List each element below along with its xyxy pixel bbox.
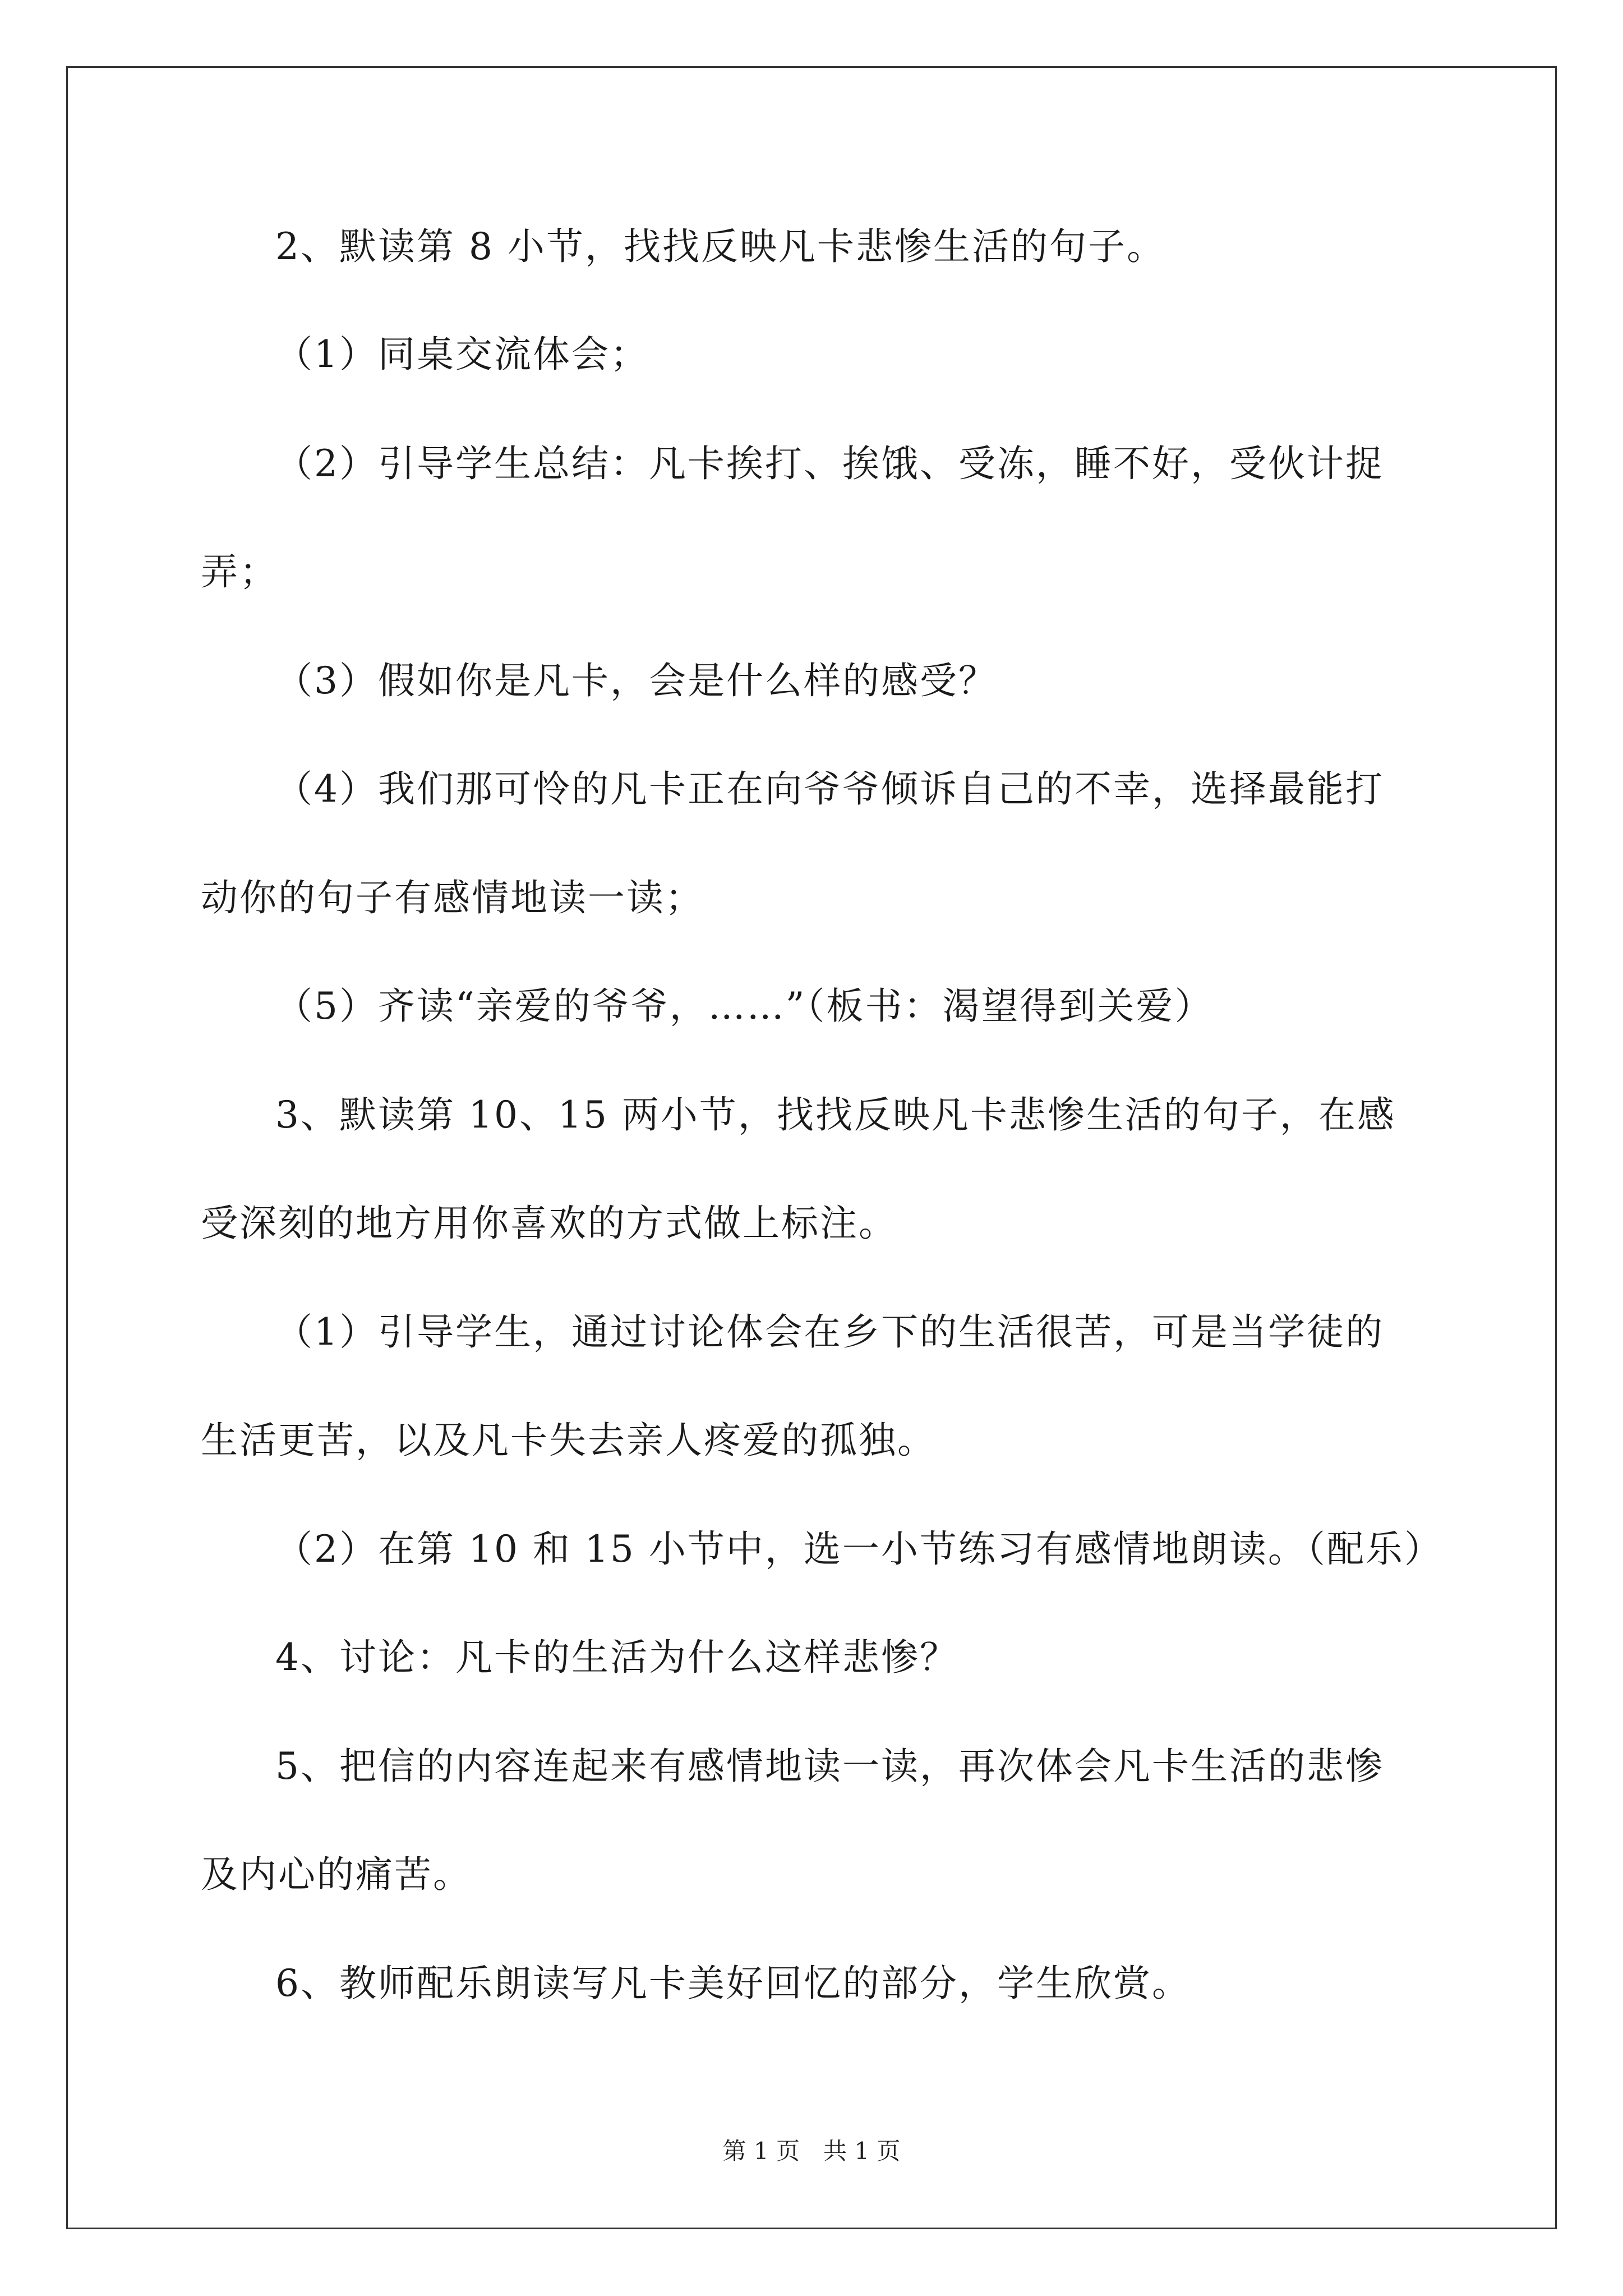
- paragraph-line: 及内心的痛苦。: [201, 1853, 472, 1896]
- paragraph-line: 3、默读第 10、15 两小节，找找反映凡卡悲惨生活的句子，在感: [275, 1093, 1396, 1137]
- page-number: 第 1 页 共 1 页: [722, 2137, 901, 2165]
- paragraph-line: （1）同桌交流体会；: [275, 333, 649, 376]
- paragraph-line: 弄；: [201, 550, 278, 593]
- paragraph-line: 生活更苦，以及凡卡失去亲人疼爱的孤独。: [201, 1419, 936, 1462]
- paragraph-line: 5、把信的内容连起来有感情地读一读，再次体会凡卡生活的悲惨: [275, 1745, 1384, 1788]
- paragraph-line: （2）引导学生总结：凡卡挨打、挨饿、受冻，睡不好，受伙计捉: [275, 442, 1384, 485]
- paragraph-line: （3）假如你是凡卡，会是什么样的感受？: [275, 659, 997, 702]
- page-border: [66, 66, 1557, 2229]
- paragraph-line: 4、讨论：凡卡的生活为什么这样悲惨？: [275, 1636, 958, 1679]
- paragraph-line: （4）我们那可怜的凡卡正在向爷爷倾诉自己的不幸，选择最能打: [275, 767, 1384, 811]
- paragraph-line: （1）引导学生，通过讨论体会在乡下的生活很苦，可是当学徒的: [275, 1310, 1384, 1354]
- paragraph-line: 受深刻的地方用你喜欢的方式做上标注。: [201, 1202, 897, 1245]
- paragraph-line: （2）在第 10 和 15 小节中，选一小节练习有感情地朗读。（配乐）: [275, 1527, 1443, 1571]
- paragraph-line: 6、教师配乐朗读写凡卡美好回忆的部分，学生欣赏。: [275, 1962, 1191, 2005]
- paragraph-line: 2、默读第 8 小节，找找反映凡卡悲惨生活的句子。: [275, 225, 1165, 268]
- paragraph-line: （5）齐读“亲爱的爷爷，……”（板书：渴望得到关爱）: [275, 984, 1214, 1028]
- paragraph-line: 动你的句子有感情地读一读；: [201, 876, 704, 919]
